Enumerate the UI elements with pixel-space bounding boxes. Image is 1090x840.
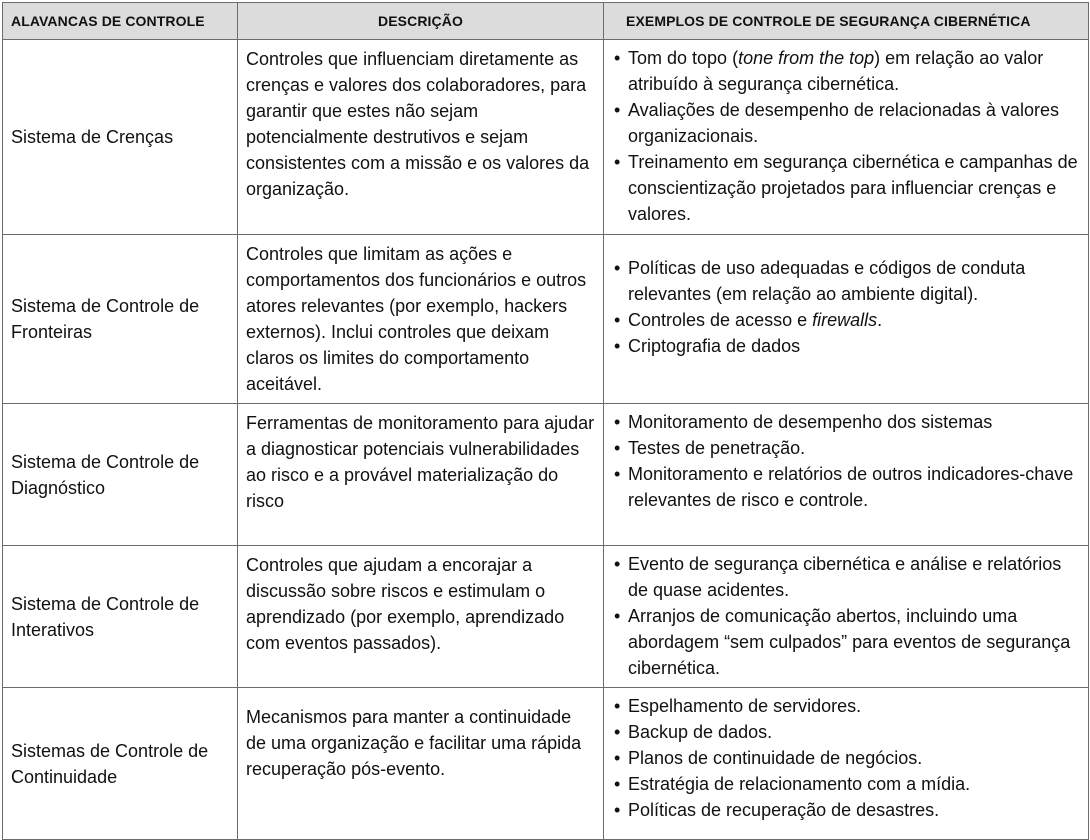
example-item: • Testes de penetração. — [628, 435, 1082, 461]
examples-cell — [604, 546, 1089, 688]
example-item: • Estratégia de relacionamento com a mídia. — [628, 771, 1082, 797]
example-item: • Monitoramento de desempenho dos sistemas — [628, 409, 1082, 435]
example-item: • Avaliações de desempenho de relacionadas à valores organizacionais. — [628, 97, 1082, 149]
example-item: • Evento de segurança cibernética e análise e relatórios de quase acidentes. — [628, 551, 1082, 603]
examples-list — [612, 255, 1082, 359]
examples-cell — [604, 404, 1089, 546]
examples-cell — [604, 40, 1089, 235]
lever-cell: Sistemas de Controle de Continuidade — [3, 688, 238, 840]
table-row — [3, 688, 1089, 840]
lever-cell: Sistema de Controle de Fronteiras — [3, 235, 238, 404]
header-control-levers: ALAVANCAS DE CONTROLE — [3, 3, 238, 40]
example-item: • Planos de continuidade de negócios. — [628, 745, 1082, 771]
description-cell: Controles que limitam as ações e comportamentos dos funcionários e outros atores relevantes (por exemplo, hackers externos). Inclui controles que deixam claros os limites do comportamento aceitável. — [238, 235, 604, 404]
header-examples: EXEMPLOS DE CONTROLE DE SEGURANÇA CIBERNÉTICA — [604, 3, 1089, 40]
example-item: • Controles de acesso e firewalls. — [628, 307, 1082, 333]
description-cell: Mecanismos para manter a continuidade de uma organização e facilitar uma rápida recuperação pós-evento. — [238, 688, 604, 840]
header-row — [3, 3, 1089, 40]
lever-cell: Sistema de Controle de Interativos — [3, 546, 238, 688]
example-item: • Monitoramento e relatórios de outros indicadores-chave relevantes de risco e controle. — [628, 461, 1082, 513]
example-item: • Espelhamento de servidores. — [628, 693, 1082, 719]
examples-cell — [604, 235, 1089, 404]
table-row — [3, 404, 1089, 546]
table-row — [3, 546, 1089, 688]
examples-list — [612, 693, 1082, 823]
lever-cell: Sistema de Crenças — [3, 40, 238, 235]
header-description: DESCRIÇÃO — [238, 3, 604, 40]
lever-cell: Sistema de Controle de Diagnóstico — [3, 404, 238, 546]
table-row — [3, 40, 1089, 235]
control-levers-table — [2, 2, 1089, 840]
examples-list — [612, 551, 1082, 681]
example-item: • Criptografia de dados — [628, 333, 1082, 359]
example-item: • Políticas de recuperação de desastres. — [628, 797, 1082, 823]
examples-cell — [604, 688, 1089, 840]
example-item: • Políticas de uso adequadas e códigos de conduta relevantes (em relação ao ambiente digital). — [628, 255, 1082, 307]
example-item: • Treinamento em segurança cibernética e campanhas de conscientização projetados para influenciar crenças e valores. — [628, 149, 1082, 227]
description-cell: Controles que ajudam a encorajar a discussão sobre riscos e estimulam o aprendizado (por exemplo, aprendizado com eventos passados). — [238, 546, 604, 688]
description-cell: Controles que influenciam diretamente as crenças e valores dos colaboradores, para garantir que estes não sejam potencialmente destrutivos e sejam consistentes com a missão e os valores da organização. — [238, 40, 604, 235]
examples-list — [612, 409, 1082, 513]
description-cell: Ferramentas de monitoramento para ajudar a diagnosticar potenciais vulnerabilidades ao risco e a provável materialização do risco — [238, 404, 604, 546]
example-item: • Tom do topo (tone from the top) em relação ao valor atribuído à segurança cibernética. — [628, 45, 1082, 97]
table-row — [3, 235, 1089, 404]
examples-list — [612, 45, 1082, 227]
example-item: • Backup de dados. — [628, 719, 1082, 745]
example-item: • Arranjos de comunicação abertos, incluindo uma abordagem “sem culpados” para eventos de segurança cibernética. — [628, 603, 1082, 681]
